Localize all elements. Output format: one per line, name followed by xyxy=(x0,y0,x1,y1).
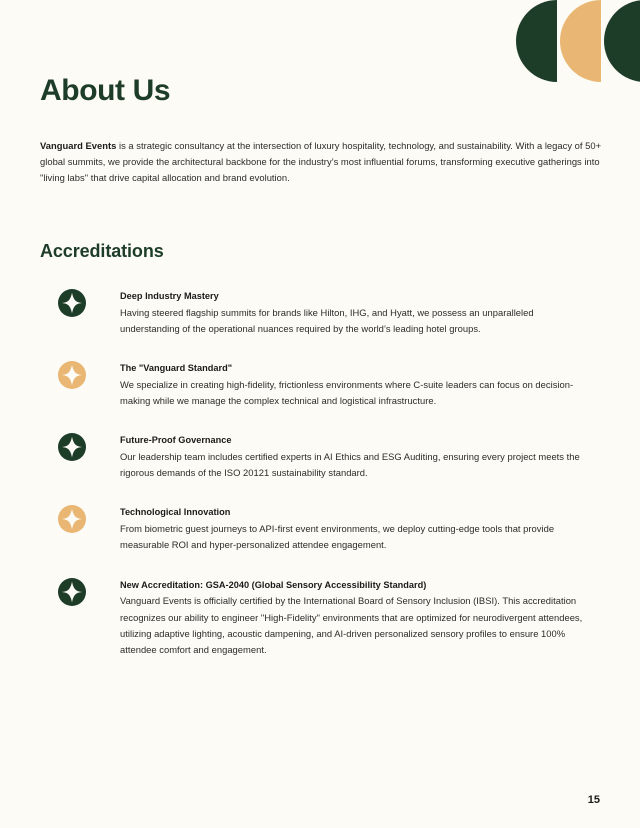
four-point-star-badge-icon xyxy=(58,505,86,533)
accreditation-title: Future-Proof Governance xyxy=(120,435,232,446)
accreditation-title: New Accreditation: GSA-2040 (Global Sensory Accessibility Standard) xyxy=(120,579,427,590)
accreditation-description: We specialize in creating high-fidelity, frictionless environments where C-suite leaders can focus on decision-making while we manage the complex technical and logistical infrastructure. xyxy=(120,378,574,407)
decorative-arc-green-right xyxy=(604,0,640,82)
four-point-star-badge-icon xyxy=(58,361,86,389)
page-title: About Us xyxy=(40,74,171,107)
accreditations-list xyxy=(58,288,588,681)
accreditation-description: Our leadership team includes certified experts in AI Ethics and ESG Auditing, ensuring every project meets the rigorous demands of the ISO 20121 sustainability standard. xyxy=(120,451,580,479)
accreditation-item xyxy=(58,577,588,658)
decorative-arc-green-left xyxy=(516,0,557,82)
accreditation-item xyxy=(58,360,588,409)
intro-paragraph xyxy=(40,138,602,187)
intro-body: is a strategic consultancy at the intersection of luxury hospitality, technology, and sustainability. With a legacy of 50+ global summits, we provide the architectural backbone for the industry’s most influential forums, transforming executive gatherings into "living labs" that drive capital allocation and brand evolution. xyxy=(40,140,602,184)
decorative-arc-tan-middle xyxy=(560,0,601,82)
page-number: 15 xyxy=(587,794,600,806)
accreditation-body xyxy=(120,288,588,337)
decorative-arcs xyxy=(510,0,640,82)
accreditation-body xyxy=(120,577,588,658)
accreditations-heading: Accreditations xyxy=(40,241,164,261)
accreditation-item xyxy=(58,288,588,337)
accreditation-title: Technological Innovation xyxy=(120,507,231,518)
accreditation-description: Vanguard Events is officially certified by the International Board of Sensory Inclusion (IBSI). This accreditation recognizes our ability to engineer "High-Fidelity" environments that are optimized for neurodivergent attendees, utilizing adaptive lighting, acoustic dampening, and AI-driven personalized sensory profiles to ensure 100% attendee comfort and engagement. xyxy=(120,595,583,655)
accreditation-description: From biometric guest journeys to API-first event environments, we deploy cutting-edge tools that provide measurable ROI and hyper-personalized attendee engagement. xyxy=(120,523,555,551)
accreditation-title: Deep Industry Mastery xyxy=(120,291,219,301)
accreditation-description: Having steered flagship summits for brands like Hilton, IHG, and Hyatt, we possess an unparalleled understanding of the operational nuances required by the world’s leading hotel groups. xyxy=(120,306,534,334)
accreditation-body xyxy=(120,360,588,409)
accreditation-body xyxy=(120,504,588,553)
accreditation-item xyxy=(58,504,588,553)
accreditation-title: The "Vanguard Standard" xyxy=(120,363,233,374)
accreditation-body xyxy=(120,432,588,481)
intro-lead: Vanguard Events xyxy=(40,140,117,151)
four-point-star-badge-icon xyxy=(58,578,86,606)
four-point-star-badge-icon xyxy=(58,289,86,317)
four-point-star-badge-icon xyxy=(58,433,86,461)
accreditation-item xyxy=(58,432,588,481)
